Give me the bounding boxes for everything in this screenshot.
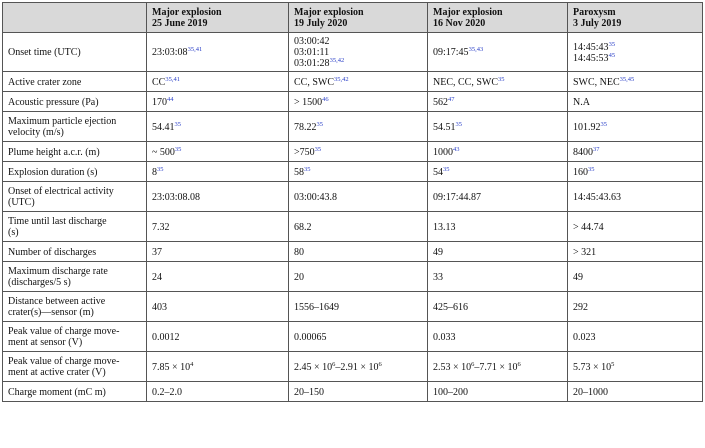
column-header (428, 3, 568, 33)
table-row (3, 142, 703, 162)
exponent: 4 (190, 360, 194, 368)
table-cell: $>750^{35}$ (289, 142, 428, 162)
table-cell: 0.0012 (147, 322, 289, 352)
row-label: Explosion duration (s) (3, 162, 147, 182)
column-header (147, 3, 289, 33)
table-cell: 0.033 (428, 322, 568, 352)
table-cell: 13.13 (428, 212, 568, 242)
reference: 35 (455, 120, 462, 128)
column-title: Major explosion (294, 6, 364, 18)
exponent: 5 (611, 360, 615, 368)
table-cell: $2.53 \times 10^6-7.71 \times 10^6$ (428, 352, 568, 382)
exponent: 6 (378, 360, 382, 368)
table-cell: 09:17:44.87 (428, 182, 568, 212)
row-label: Peak value of charge move- ment at active crater (V) (3, 352, 147, 382)
row-label: Charge moment (mC m) (3, 382, 147, 402)
table-row (3, 322, 703, 352)
table-cell: 49 (428, 242, 568, 262)
table-cell: 03:00:42 03:01:11 03:01:28$^{35,42}$ (289, 33, 428, 72)
table-cell: 1000$^{43}$ (428, 142, 568, 162)
table-cell: 80 (289, 242, 428, 262)
row-label: Distance between active crater(s)—sensor (m) (3, 292, 147, 322)
row-label: Onset time (UTC) (3, 33, 147, 72)
table-cell: > 321 (568, 242, 703, 262)
table-row (3, 242, 703, 262)
reference: 35 (314, 145, 322, 153)
table-cell: 49 (568, 262, 703, 292)
table-cell: CC, SWC$^{35,42}$ (289, 72, 428, 92)
header-row (3, 3, 703, 33)
reference: 45 (608, 51, 616, 59)
table-cell: 37 (147, 242, 289, 262)
reference: 35 (174, 120, 181, 128)
table-row (3, 212, 703, 242)
table-row (3, 182, 703, 212)
table-cell: 23:03:08.08 (147, 182, 289, 212)
table-cell: 20–1000 (568, 382, 703, 402)
column-date: 25 June 2019 (152, 18, 208, 29)
column-date: 19 July 2020 (294, 18, 348, 29)
table-container (2, 2, 702, 402)
table-cell: $14:45:43^{35}$ $14:45:53^{45}$ (568, 33, 703, 72)
table-cell: CC$^{35,41}$ (147, 72, 289, 92)
table-cell: 23:03:08$^{35,41}$ (147, 33, 289, 72)
table-row (3, 162, 703, 182)
table-cell: 1556–1649 (289, 292, 428, 322)
table-cell: 100–200 (428, 382, 568, 402)
data-table (2, 2, 703, 402)
table-cell: 403 (147, 292, 289, 322)
table-cell: 33 (428, 262, 568, 292)
reference: 35 (608, 40, 616, 48)
column-header (568, 3, 703, 33)
table-cell: 68.2 (289, 212, 428, 242)
row-label: Time until last discharge (s) (3, 212, 147, 242)
reference: 35 (157, 165, 164, 173)
table-cell: 8400$^{37}$ (568, 142, 703, 162)
row-label: Active crater zone (3, 72, 147, 92)
reference: 35 (316, 120, 323, 128)
row-label: Peak value of charge move- ment at sensor (V) (3, 322, 147, 352)
table-cell: 0.2–2.0 (147, 382, 289, 402)
reference: 35,41 (165, 75, 180, 83)
row-label: Maximum particle ejection velocity (m/s) (3, 112, 147, 142)
reference: 44 (167, 95, 174, 103)
exponent: 6 (517, 360, 521, 368)
table-cell: $160^{35}$ (568, 162, 703, 182)
table-row (3, 112, 703, 142)
table-cell: 101.92$^{35}$ (568, 112, 703, 142)
reference: 35 (588, 165, 595, 173)
table-cell: 24 (147, 262, 289, 292)
header-corner (3, 3, 147, 33)
table-cell: NEC, CC, SWC$^{35}$ (428, 72, 568, 92)
table-cell: 54.51$^{35}$ (428, 112, 568, 142)
reference: 35 (174, 145, 182, 153)
reference: 43 (453, 145, 460, 153)
table-cell: 425–616 (428, 292, 568, 322)
table-cell: > 44.74 (568, 212, 703, 242)
table-cell: $7.85 \times 10^4$ (147, 352, 289, 382)
table-cell: 0.00065 (289, 322, 428, 352)
table-cell: > $1500^{46}$ (289, 92, 428, 112)
exponent: 6 (332, 360, 336, 368)
table-cell: $8^{35}$ (147, 162, 289, 182)
table-cell: 14:45:43.63 (568, 182, 703, 212)
table-cell: 20–150 (289, 382, 428, 402)
reference: 35,43 (468, 46, 484, 53)
table-cell: ~ $500^{35}$ (147, 142, 289, 162)
table-cell: 0.023 (568, 322, 703, 352)
table-cell: N.A (568, 92, 703, 112)
column-title: Major explosion (433, 6, 503, 18)
table-row (3, 92, 703, 112)
table-cell: SWC, NEC$^{35,45}$ (568, 72, 703, 92)
table-cell: $170^{44}$ (147, 92, 289, 112)
column-date: 16 Nov 2020 (433, 18, 486, 29)
table-cell: 54.41$^{35}$ (147, 112, 289, 142)
table-cell: $562^{47}$ (428, 92, 568, 112)
column-title: Paroxysm (573, 6, 616, 18)
row-label: Maximum discharge rate (discharges/5 s) (3, 262, 147, 292)
table-row (3, 33, 703, 72)
reference: 35,42 (334, 75, 349, 83)
row-label: Plume height a.c.r. (m) (3, 142, 147, 162)
table-cell: $58^{35}$ (289, 162, 428, 182)
reference: 35 (498, 75, 505, 83)
table-row (3, 352, 703, 382)
row-label: Number of discharges (3, 242, 147, 262)
table-cell: 03:00:43.8 (289, 182, 428, 212)
table-row (3, 382, 703, 402)
row-label: Onset of electrical activity (UTC) (3, 182, 147, 212)
table-cell: $54^{35}$ (428, 162, 568, 182)
table-cell: 78.22$^{35}$ (289, 112, 428, 142)
table-cell: 20 (289, 262, 428, 292)
table-cell: $5.73 \times 10^5$ (568, 352, 703, 382)
table-row (3, 72, 703, 92)
row-label: Acoustic pressure (Pa) (3, 92, 147, 112)
reference: 35,42 (329, 57, 345, 64)
exponent: 6 (471, 360, 475, 368)
table-cell: $2.45 \times 10^6-2.91 \times 10^6$ (289, 352, 428, 382)
reference: 35,45 (619, 75, 635, 83)
reference: 35 (443, 165, 450, 173)
reference: 35 (600, 120, 607, 128)
reference: 37 (593, 145, 600, 153)
table-row (3, 292, 703, 322)
column-header (289, 3, 428, 33)
table-row (3, 262, 703, 292)
column-title: Major explosion (152, 6, 222, 18)
table-cell: 7.32 (147, 212, 289, 242)
table-cell: 292 (568, 292, 703, 322)
reference: 47 (448, 95, 455, 103)
reference: 35 (304, 165, 311, 173)
table-cell: 09:17:45$^{35,43}$ (428, 33, 568, 72)
column-date: 3 July 2019 (573, 18, 622, 29)
reference: 46 (322, 95, 329, 103)
reference: 35,41 (187, 46, 203, 53)
